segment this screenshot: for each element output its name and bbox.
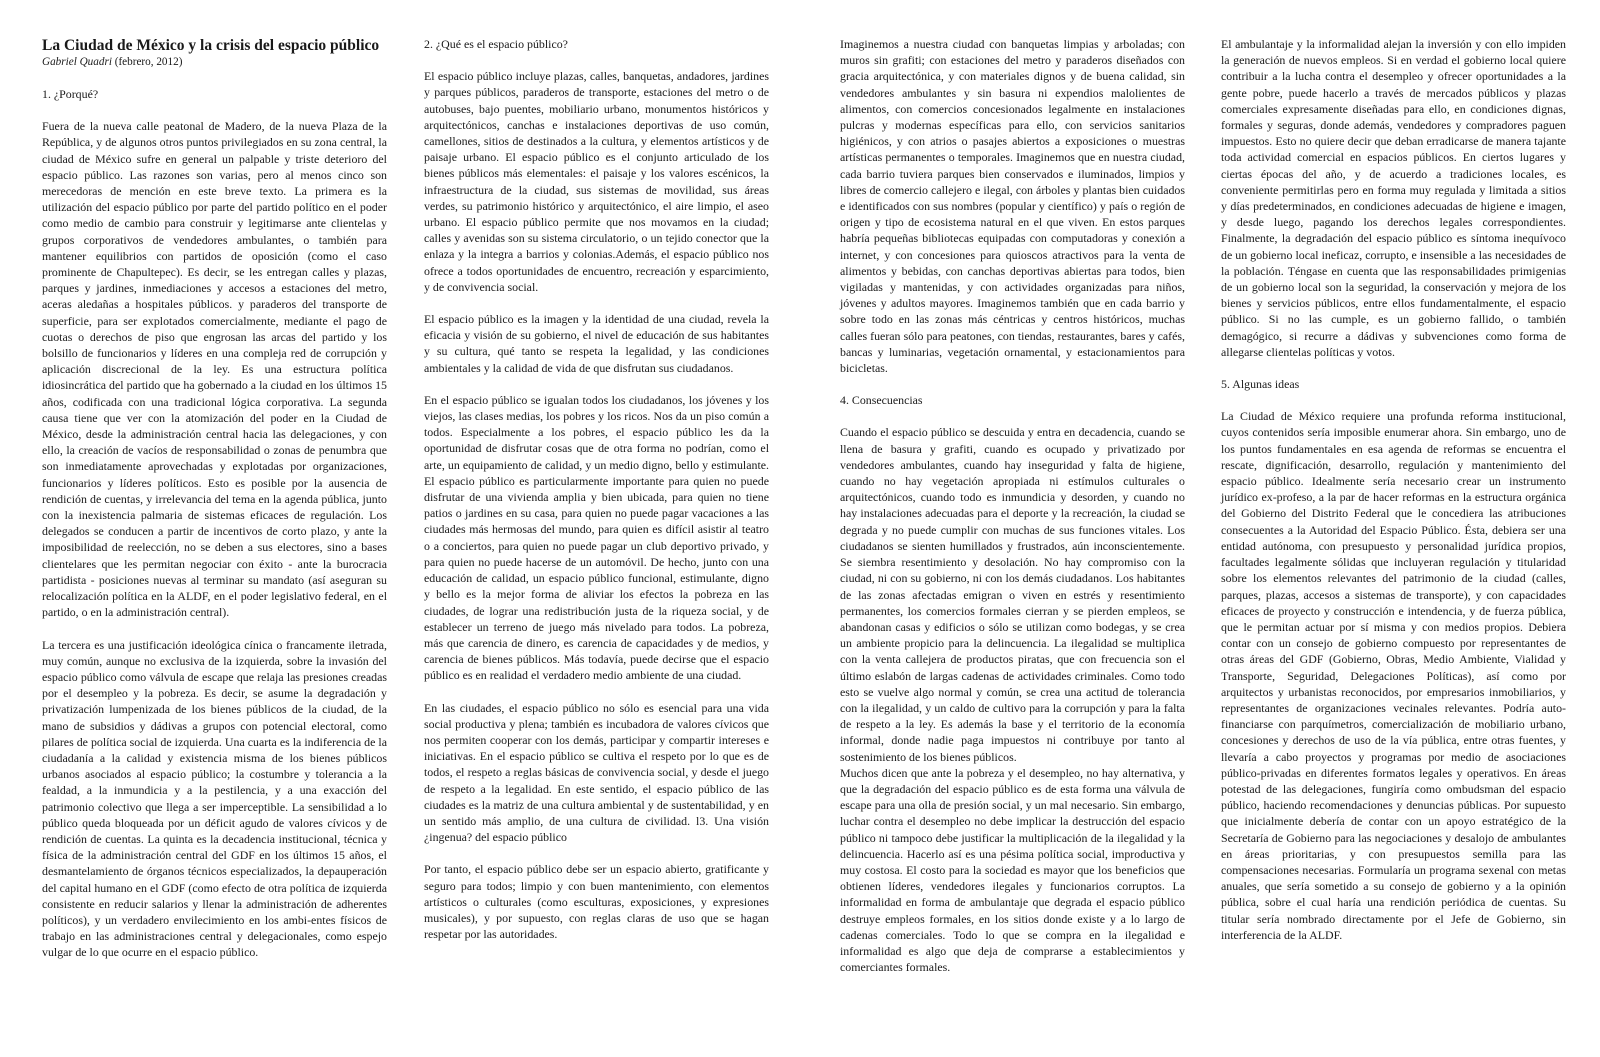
article-byline bbox=[42, 55, 387, 70]
column-4 bbox=[1221, 36, 1566, 959]
section-5-heading: 5. Algunas ideas bbox=[1221, 377, 1300, 392]
section-5-paragraph-1: La Ciudad de México requiere una profunda reforma institucional, cuyos contenidos sería imposible enumerar ahora. Sin embargo, uno de los puntos fundamentales en esa agenda de reformas se encuentra el rescate, dignificación, desarrollo, regulación y mantenimiento del espacio público. Idealmente sería necesario crear un instrumento jurídico ex-profeso, a la par de hacer reformas en la estructura orgánica del Gobierno del Distrito Federal que le concediera las atribuciones consecuentes a la Autoridad del Espacio Público. Ésta, debiera ser una entidad autónoma, con presupuesto y personalidad jurídica propios, facultades legalmente sólidas que incluyeran regulación y titularidad sobre los elementos relevantes del patrimonio de la ciudad (calles, parques, plazas, accesos a sistemas de transporte), y con capacidades eficaces de proyecto y construcción e intendencia, y de fuerza pública, que le permitan actuar por sí misma y con medios propios. Debiera contar con un consejo de gobierno compuesto por representantes de otras áreas del GDF (Gobierno, Obras, Medio Ambiente, Vialidad y Transporte, Seguridad, Delegaciones Políticas), así como por arquitectos y urbanistas reconocidos, por empresarios inmobiliarios, y representantes de organizaciones vecinales relevantes. Podría auto-financiarse con parquímetros, comercialización de mobiliario urbano, concesiones y derechos de uso de la vía pública, entre otras fuentes, y llevaría a cabo proyectos y programas por medio de asociaciones público-privadas en diferentes formatos legales y operativos. En áreas potestad de las delegaciones, fungiría como ombudsman del espacio público, haciendo recomendaciones y denuncias públicas. Por supuesto que inicialmente debería de contar con un apoyo estratégico de la Secretaría de Gobierno para las negociaciones y desalojo de ambulantes en áreas prioritarias, y con presupuestos semilla para las compensaciones necesarias. Formularía un programa sexenal con metas anuales, que sería sometido a su consejo de gobierno y a la opinión pública, sobre el cual haría una rendición periódica de cuentas. Su titular sería nombrado directamente por el Jefe de Gobierno, sin interferencia de la ALDF. bbox=[1221, 409, 1566, 942]
article-date: (febrero, 2012) bbox=[114, 56, 183, 68]
column-1 bbox=[42, 36, 387, 977]
section-2-paragraph-1: El espacio público incluye plazas, calles, banquetas, andadores, jardines y parques públicos, paraderos de transporte, estaciones del metro o de autobuses, bajo puentes, mobiliario urbano, monumentos históricos y arquitectónicos, canchas e instalaciones deportivas de uso común, camellones, sitios de destinados a la cultura, y elementos artísticos y de paisaje urbano. El espacio público es el conjunto articulado de los bienes públicos más elementales: el paisaje y los valores escénicos, la infraestructura de la ciudad, sus sistemas de movilidad, sus áreas verdes, su patrimonio histórico y arquitectónico, el aire limpio, el aseo urbano. El espacio público permite que nos movamos en la ciudad; calles y avenidas son su sistema circulatorio, o un tejido conector que la enlaza y la integra a barrios y colonias.Además, el espacio público nos ofrece a todos oportunidades de encuentro, recreación y esparcimiento, y de convivencia social. bbox=[424, 69, 769, 294]
section-4-paragraph-2: Muchos dicen que ante la pobreza y el desempleo, no hay alternativa, y que la degradación del espacio público es de esta forma una válvula de escape para una olla de presión social, y un mal necesario. Sin embargo, luchar contra el desempleo no debe implicar la destrucción del espacio público ni tampoco debe justificar la multiplicación de la ilegalidad y la delincuencia. Hacerlo así es una pésima política social, improductiva y muy costosa. El costo para la sociedad es mayor que los beneficios que obtienen líderes, vendedores ilegales y funcionarios corruptos. La informalidad en forma de ambulantaje que degrada el espacio público destruye empleos formales, en los sitios donde existe y a lo largo de cadenas comerciales. Todo lo que se compra en la ilegalidad e informalidad es algo que deja de comprarse a establecimientos y comerciantes formales. bbox=[840, 765, 1185, 975]
section-4-heading: 4. Consecuencias bbox=[840, 393, 923, 408]
column-2 bbox=[424, 36, 769, 958]
section-2-paragraph-2: El espacio público es la imagen y la identidad de una ciudad, revela la eficacia y visión de su gobierno, el nivel de educación de sus habitantes y su cultura, qué tanto se respeta la legalidad, y las condiciones ambientales y la calidad de vida de que disfrutan sus ciudadanos. bbox=[424, 312, 769, 375]
section-4-paragraph-3: El ambulantaje y la informalidad alejan la inversión y con ello impiden la generación de nuevos empleos. Si en verdad el gobierno local quiere contribuir a la lucha contra el desempleo y ofrecer oportunidades a la gente pobre, puede hacerlo a través de mercados públicos y plazas comerciales expresamente diseñadas para ello, en condiciones dignas, formales y seguras, donde además, vendedores y compradores paguen impuestos. Esto no quiere decir que deban erradicarse de manera tajante toda actividad comercial en espacios públicos. En ciertos lugares y ciertas épocas del año, y de acuerdo a tradiciones locales, es conveniente permitirlas pero en forma muy regulada y limitada a sitios y días predeterminados, en condiciones adecuadas de higiene e imagen, y desde luego, pagando los derechos legales correspondientes. Finalmente, la degradación del espacio público es síntoma inequívoco de un gobierno local ineficaz, corrupto, e insensible a las necesidades de la población. Téngase en cuenta que las responsabilidades primigenias de un gobierno local son la seguridad, la conservación y mejora de los bienes y servicios públicos, entre ellos fundamentalmente, el espacio público. Si no las cumple, es un gobierno fallido, o también demagógico, si recurre a dádivas y subvenciones como forma de allegarse clientelas políticas y votos. bbox=[1221, 37, 1566, 359]
section-3-paragraph-1: Imaginemos a nuestra ciudad con banquetas limpias y arboladas; con muros sin grafiti; con estaciones del metro y paraderos diseñados con gracia arquitectónica, y con materiales dignos y de buena calidad, sin vendedores ambulantes y sin basura ni expendios malolientes de alimentos, con comercios concesionados legalmente en instalaciones pulcras y modernas específicas para ello, con servicios sanitarios higiénicos, y con atrios o pasajes abiertos a exposiciones o muestras artísticas permanentes o temporales. Imaginemos que en nuestra ciudad, cada barrio tuviera parques bien conservados e iluminados, limpios y libres de comercio callejero e ilegal, con árboles y plantas bien cuidados e identificados con sus nombres (popular y científico) y país o región de origen y tipo de ecosistema natural en el que viven. En estos parques habría pequeñas bibliotecas equipadas con computadoras y conexión a internet, y con concesiones para quioscos atractivos para la venta de alimentos y bebidas, con canchas deportivas abiertas para todos, bien vigiladas y mantenidas, y con actividades organizadas para niños, jóvenes y adultos mayores. Imaginemos también que en cada barrio y sobre todo en las zonas más céntricas y centros históricos, muchas calles fueran sólo para peatones, con tiendas, restaurantes, bares y cafés, bancas y luminarias, vegetación ornamental, y estacionamientos para bicicletas. bbox=[840, 37, 1185, 376]
section-1-paragraph-1: Fuera de la nueva calle peatonal de Madero, de la nueva Plaza de la República, y de algunos otros puntos privilegiados en su zona central, la ciudad de México sufre en general un palpable y triste deterioro del espacio público. Las razones son varias, pero al menos cinco son merecedoras de mención en este breve texto. La primera es la utilización del espacio público por parte del partido político en el poder como medio de cambio para construir y legitimarse ante clientelas y grupos corporativos de vendedores ambulantes, o también para mantener equilibrios con partidos de oposición (como el caso prominente de Chapultepec). Es decir, se les entregan calles y plazas, parques y jardines, inmediaciones y accesos a estaciones del metro, aceras aledañas a hospitales públicos. y paraderos del transporte de superficie, para ser explotados comercialmente, mediante el pago de cuotas o derechos de piso que engrosan las arcas del partido y los bolsillo de funcionarios y líderes en una compleja red de corrupción y aplicación discrecional de la ley. Es una estructura política idiosincrática del partido que ha gobernado a la ciudad en los últimos 15 años, codificada con una tradicional lógica corporativa. La segunda causa tiene que ver con la atomización del poder en la Ciudad de México, desde la administración central hacia las delegaciones, y con ello, la creación de vacíos de responsabilidad o zonas de penumbra que son inmediatamente aprovechadas y explotadas por organizaciones, funcionarios y líderes políticos. Esto es posible por la ausencia de rendición de cuentas, y irrelevancia del tema en la agenda pública, junto con la inexistencia palmaria de sistemas eficaces de regulación. Los delegados se conducen a partir de incentivos de corto plazo, y ante la imposibilidad de reelección, no se deben a sus electores, sino a bases clientelares que les permitan negociar con éxito - ante la burocracia partidista - posiciones nuevas al terminar su mandato (así aseguran su relocalización política en la ALDF, en el poder legislativo federal, en el partido, o en la administración central). bbox=[42, 119, 387, 620]
section-2-paragraph-5: Por tanto, el espacio público debe ser un espacio abierto, gratificante y seguro para todos; limpio y con buen mantenimiento, con elementos artísticos o culturales (como esculturas, exposiciones, y expresiones musicales), y por supuesto, con reglas claras de uso que se hagan respetar por las autoridades. bbox=[424, 862, 769, 942]
column-3 bbox=[840, 36, 1185, 991]
section-2-paragraph-3: En el espacio público se igualan todos los ciudadanos, los jóvenes y los viejos, las clases medias, los pobres y los ricos. Nos da un piso común a todos. Especialmente a los pobres, el espacio público les da la oportunidad de disfrutar cosas que de otra forma no podrían, como el arte, un equipamiento de calidad, y un medio digno, bello y estimulante. El espacio público es particularmente importante para quien no puede disfrutar de una vivienda amplia y bien ubicada, para quien no tiene patios o jardines en su casa, para quien no puede pagar vacaciones a las ciudades más hermosas del mundo, para quien es difícil asistir al teatro o a conciertos, para quien no puede pagar un club deportivo privado, y para quien no puede hacerse de un automóvil. De hecho, junto con una educación de calidad, un espacio público funcional, estimulante, digno y bello es la mejor forma de aliviar los efectos la pobreza en las ciudades, de lograr una redistribución justa de la riqueza social, y de establecer un terreno de juego más nivelado para todos. La pobreza, más que carencia de dinero, es carencia de capacidades y de medios, y carencia de bienes públicos. Más todavía, puede decirse que el espacio público es en realidad el verdadero medio ambiente de una ciudad. bbox=[424, 392, 769, 683]
section-2-paragraph-4: En las ciudades, el espacio público no sólo es esencial para una vida social productiva y plena; también es incubadora de valores cívicos que nos permiten cooperar con los demás, participar y compartir intereses e iniciativas. En el espacio público se cultiva el respeto por lo que es de todos, el respeto a reglas básicas de convivencia social, y desde el juego de respeto a la legalidad. En este sentido, el espacio público de las ciudades es la matriz de una cultura ambiental y de sustentabilidad, y en un sentido más amplio, de una cultura de civilidad. l3. Una visión ¿ingenua? del espacio público bbox=[424, 700, 769, 845]
section-1-heading: 1. ¿Porqué? bbox=[42, 87, 99, 101]
article-title: La Ciudad de México y la crisis del espacio público bbox=[42, 37, 380, 54]
right-page bbox=[800, 0, 1600, 1057]
author-name: Gabriel Quadri bbox=[42, 56, 112, 68]
section-2-heading: 2. ¿Qué es el espacio público? bbox=[424, 37, 568, 51]
section-4-paragraph-1: Cuando el espacio público se descuida y entra en decadencia, cuando se llena de basura y grafiti, cuando es ocupado y privatizado por vendedores ambulantes, cuando hay inseguridad y falta de higiene, cuando no hay vegetación apropiada ni estímulos culturales o arquitectónicos, cuando todo es inmundicia y desorden, y cuando no hay instalaciones adecuadas para el deporte y la recreación, la ciudad se degrada y no puede cumplir con muchas de sus funciones vitales. Los ciudadanos se sienten humillados y frustrados, aún inconscientemente. Se siembra resentimiento y desolación. No hay compromiso con la ciudad, ni con su gobierno, ni con los demás ciudadanos. Los habitantes de las zonas afectadas emigran o viven en estrés y resentimiento permanentes, los comercios formales cierran y se pierden empleos, se abandonan casas y edificios o sólo se utilizan como bodegas, y se crea un ambiente propicio para la delincuencia. La ilegalidad se multiplica con la venta callejera de productos piratas, que con frecuencia son el último eslabón de largas cadenas de actividades criminales. Como todo esto se vuelve algo normal y común, se crea una actitud de tolerancia con la ilegalidad, y un caldo de cultivo para la corrupción y para la falta de respeto a la ley. Es además la base y el territorio de la economía informal, donde nadie paga impuestos ni contribuye por tanto al sostenimiento de los bienes públicos. bbox=[840, 425, 1185, 764]
section-1-paragraph-2: La tercera es una justificación ideológica cínica o francamente iletrada, muy común, aunque no exclusiva de la izquierda, sobre la invasión del espacio público como válvula de escape que relaja las presiones creadas por el desempleo y la pobreza. Es decir, se asume la degradación y privatización lumpenizada de los bienes públicos de la ciudad, de la mano de subsidios y dádivas a grupos con potencial electoral, como pilares de política social de izquierda. Una cuarta es la indiferencia de la ciudadanía a la calidad y existencia misma de los bienes públicos urbanos asociados al espacio público; la costumbre y tolerancia a la fealdad, a la inmundicia y a la pestilencia, y a una exacción del patrimonio colectivo que llega a ser imperceptible. La sensibilidad a lo público queda bloqueada por un déficit agudo de valores cívicos y de rendición de cuentas. La quinta es la decadencia institucional, técnica y física de la administración central del GDF en los últimos 15 años, el desmantelamiento de órganos técnicos especializados, la depauperación del capital humano en el GDF (como efecto de otra política de izquierda consistente en reducir salarios y llenar la administración de adherentes políticos), y un verdadero envilecimiento en los ambi-entes físicos de trabajo en las administraciones central y delegacionales, como espejo vulgar de lo que ocurre en el espacio público. bbox=[42, 637, 387, 960]
